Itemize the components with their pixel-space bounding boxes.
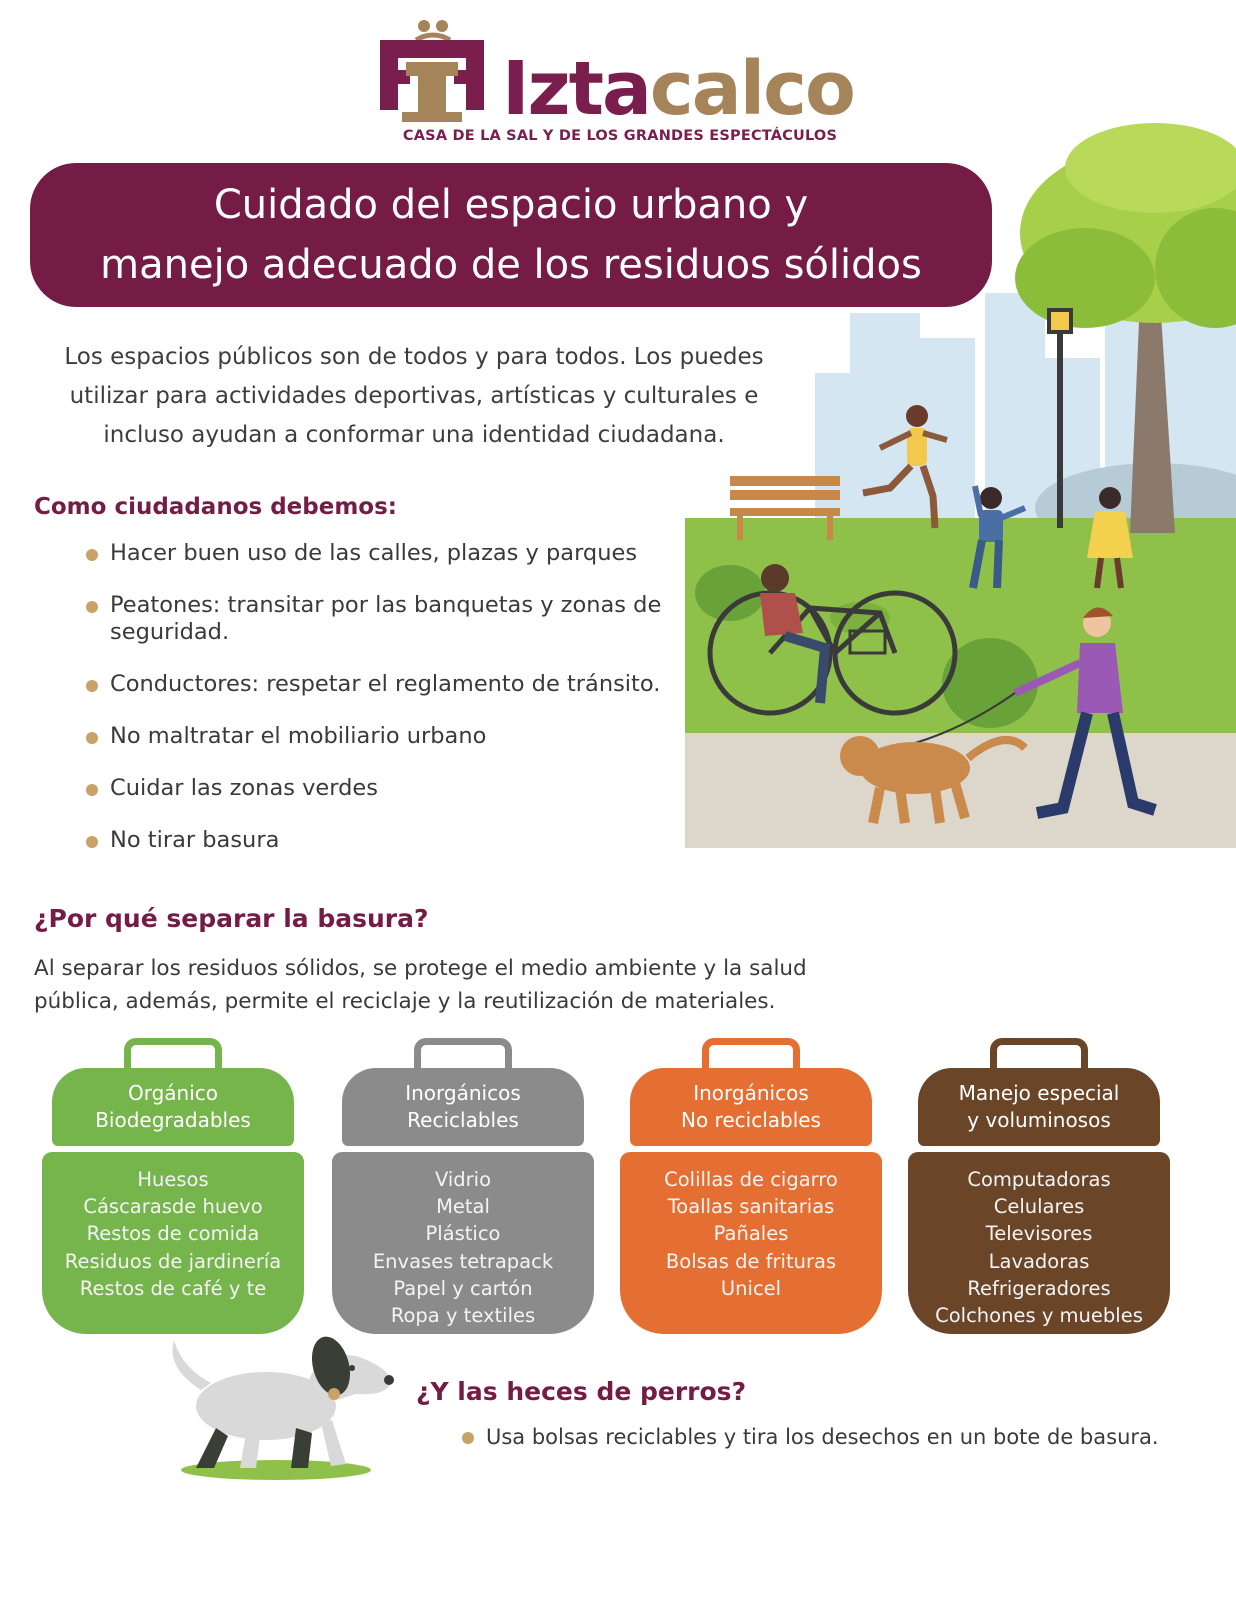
- list-item: Colillas de cigarro: [664, 1168, 838, 1191]
- list-item: Pañales: [713, 1222, 789, 1246]
- list-item: Ropa y textiles: [390, 1304, 536, 1328]
- bin-special-bulky: [904, 1038, 1174, 1336]
- logo-mark-icon: [380, 18, 492, 126]
- list-item: Hacer buen uso de las calles, plazas y parques: [84, 540, 684, 567]
- bin-title-line2: No reciclables: [681, 1108, 821, 1132]
- why-line1: Al separar los residuos sólidos, se protege el medio ambiente y la salud: [34, 956, 807, 981]
- list-item: Cuidar las zonas verdes: [84, 775, 684, 802]
- bin-title-line1: Orgánico: [127, 1081, 219, 1105]
- list-item: Lavadoras: [988, 1249, 1090, 1273]
- citizens-heading: Como ciudadanos debemos:: [34, 494, 397, 520]
- dog-waste-heading: ¿Y las heces de perros?: [416, 1377, 747, 1406]
- logo-word-part1: Izta: [502, 46, 650, 132]
- dog-waste-tip: Usa bolsas reciclables y tira los desechos en un bote de basura.: [462, 1422, 1159, 1452]
- list-item: No tirar basura: [84, 827, 684, 854]
- list-item: Unicel: [720, 1276, 782, 1300]
- why-separate-heading: ¿Por qué separar la basura?: [34, 904, 429, 933]
- bin-title: [630, 1068, 872, 1146]
- list-item: Plástico: [425, 1222, 501, 1246]
- page-title-line1: Cuidado del espacio urbano y: [213, 182, 809, 228]
- why-separate-text: [34, 952, 834, 1018]
- bin-title-line1: Manejo especial: [958, 1081, 1120, 1105]
- bin-inorganic-recyclable: [328, 1038, 598, 1336]
- why-line2: pública, además, permite el reciclaje y la reutilización de materiales.: [34, 989, 776, 1014]
- list-item: Televisores: [985, 1222, 1093, 1246]
- intro-line2: utilizar para actividades deportivas, artísticas y culturales e: [69, 383, 759, 409]
- list-item: Refrigeradores: [967, 1276, 1111, 1300]
- list-item: No maltratar el mobiliario urbano: [84, 723, 684, 750]
- list-item: Colchones y muebles: [935, 1304, 1143, 1328]
- page-title-line2: manejo adecuado de los residuos sólidos: [100, 242, 922, 288]
- list-item: Computadoras: [967, 1168, 1111, 1191]
- bin-items: [42, 1166, 304, 1302]
- list-item: Huesos: [137, 1168, 209, 1191]
- logo-word-part2: calco: [649, 46, 854, 132]
- citizens-list: [84, 540, 684, 854]
- list-item: Residuos de jardinería: [64, 1249, 282, 1273]
- dog-illustration: [156, 1328, 406, 1488]
- bin-inorganic-non-recyclable: [616, 1038, 886, 1336]
- logo-tagline: CASA DE LA SAL Y DE LOS GRANDES ESPECTÁCULOS: [402, 128, 838, 144]
- list-item: Peatones: transitar por las banquetas y zonas de seguridad.: [84, 592, 670, 646]
- bin-title-line2: Reciclables: [407, 1108, 519, 1132]
- intro-line3: incluso ayudan a conformar una identidad ciudadana.: [103, 422, 725, 448]
- list-item: Restos de café y te: [79, 1276, 267, 1300]
- bin-items: [620, 1166, 882, 1302]
- intro-line1: Los espacios públicos son de todos y para todos. Los puedes: [64, 344, 764, 370]
- bin-title-line2: Biodegradables: [95, 1108, 251, 1132]
- list-item: Celulares: [993, 1195, 1085, 1219]
- bin-title: [52, 1068, 294, 1146]
- bin-title: [342, 1068, 584, 1146]
- bin-title-line1: Inorgánicos: [405, 1081, 521, 1105]
- list-item: Conductores: respetar el reglamento de tránsito.: [84, 671, 684, 698]
- list-item: Envases tetrapack: [372, 1249, 554, 1273]
- park-illustration: [685, 88, 1236, 863]
- list-item: Papel y cartón: [393, 1276, 533, 1300]
- list-item: Restos de comida: [86, 1222, 260, 1246]
- list-item: Cáscarasde huevo: [83, 1195, 263, 1219]
- bin-items: [332, 1166, 594, 1329]
- bin-title-line2: y voluminosos: [967, 1108, 1111, 1132]
- list-item: Bolsas de frituras: [665, 1249, 837, 1273]
- bin-title: [918, 1068, 1160, 1146]
- list-item: Metal: [436, 1195, 490, 1219]
- bin-items: [908, 1166, 1170, 1329]
- bin-title-line1: Inorgánicos: [693, 1081, 809, 1105]
- list-item: Vidrio: [434, 1168, 492, 1191]
- list-item: Toallas sanitarias: [667, 1195, 835, 1219]
- bin-organic: [38, 1038, 308, 1336]
